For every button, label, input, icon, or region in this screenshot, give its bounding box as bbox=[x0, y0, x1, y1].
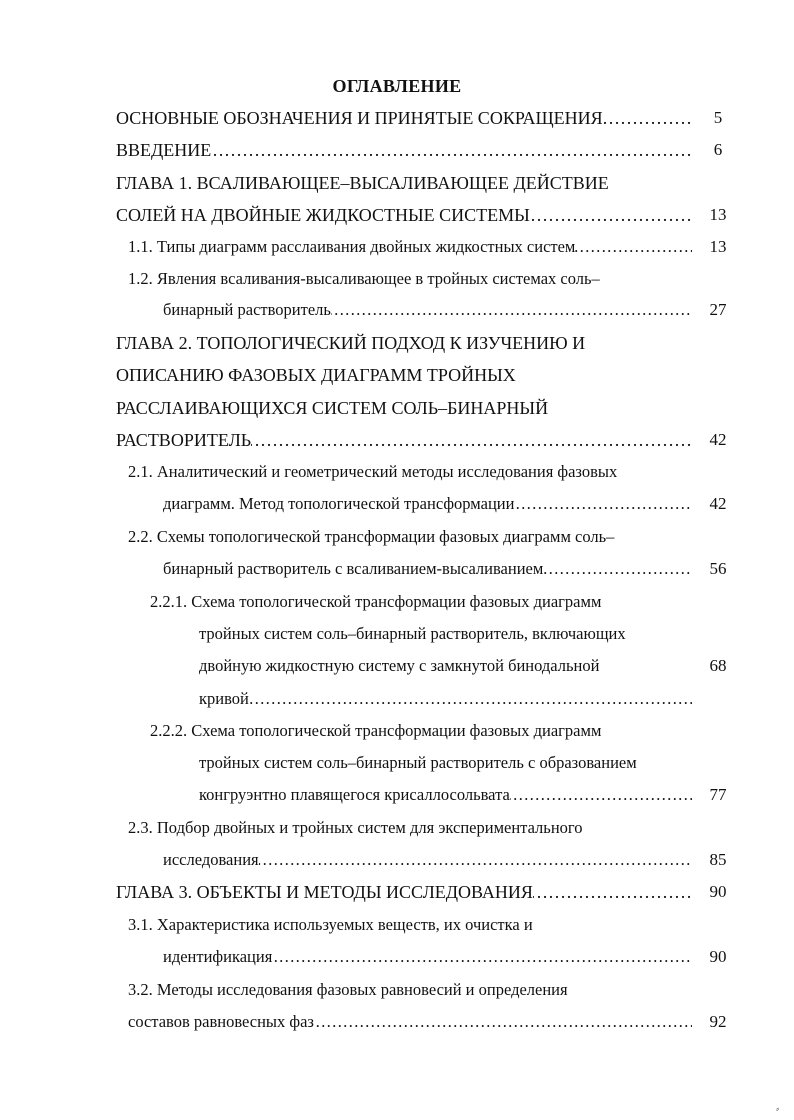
toc-entry-line: 2.1. Аналитический и геометрический методы исследования фазовых bbox=[128, 462, 618, 481]
toc-entry-line: 2.3. Подбор двойных и тройных систем для экспериментального bbox=[128, 818, 583, 837]
toc-entry-line: ГЛАВА 1. ВСАЛИВАЮЩЕЕ–ВЫСАЛИВАЮЩЕЕ ДЕЙСТВИЕ bbox=[116, 173, 609, 193]
scan-mark: ⸗ bbox=[776, 1104, 780, 1115]
toc-page-number: 5 bbox=[713, 108, 723, 127]
toc-page-number: 42 bbox=[709, 430, 727, 449]
toc-entry-line: тройных систем соль–бинарный растворитель, включающих bbox=[199, 624, 626, 643]
toc-entry-line: ВВЕДЕНИЕ ……………………………………………………………………………………………………………………………………………………………… bbox=[116, 138, 692, 162]
toc-page-number: 13 bbox=[709, 237, 727, 256]
toc-page-number: 85 bbox=[709, 850, 727, 869]
toc-entry-line: исследования ……………………………………………………………………………………………………………………………………………………………… bbox=[163, 848, 692, 872]
toc-entry-line: РАСТВОРИТЕЛЬ ……………………………………………………………………………………………………………………………………………………………… bbox=[116, 428, 692, 452]
toc-entry-line: 3.1. Характеристика используемых веществ, их очистка и bbox=[128, 915, 533, 934]
toc-entry-line: ГЛАВА 2. ТОПОЛОГИЧЕСКИЙ ПОДХОД К ИЗУЧЕНИЮ И bbox=[116, 333, 586, 353]
toc-page-number: 92 bbox=[709, 1012, 727, 1031]
toc-entry-line: составов равновесных фаз ……………………………………………………………………………………………………………………………………………………………… bbox=[128, 1010, 692, 1034]
toc-entry-line: ОСНОВНЫЕ ОБОЗНАЧЕНИЯ И ПРИНЯТЫЕ СОКРАЩЕНИЯ ……………………………………………………………………………………………………………………………………………………………… bbox=[116, 106, 692, 130]
toc-entry-line: 3.2. Методы исследования фазовых равновесий и определения bbox=[128, 980, 568, 999]
toc-entry-line: бинарный растворитель ……………………………………………………………………………………………………………………………………………………………… bbox=[163, 298, 692, 322]
toc-page-number: 6 bbox=[713, 140, 723, 159]
toc-entry-line: тройных систем соль–бинарный растворитель с образованием bbox=[199, 753, 637, 772]
toc-entry-line: РАССЛАИВАЮЩИХСЯ СИСТЕМ СОЛЬ–БИНАРНЫЙ bbox=[116, 398, 549, 418]
toc-entry-line: 2.2.2. Схема топологической трансформации фазовых диаграмм bbox=[150, 721, 602, 740]
toc-page-number: 90 bbox=[709, 947, 727, 966]
toc-entry-line: конгруэнтно плавящегося крисаллосольвата ……………………………………………………………………………………………………………………………………………………………… bbox=[199, 783, 692, 807]
page-title: ОГЛАВЛЕНИЕ bbox=[332, 76, 462, 96]
toc-page-number: 77 bbox=[709, 785, 727, 804]
toc-entry-line: двойную жидкостную систему с замкнутой бинодальной bbox=[199, 656, 600, 675]
toc-entry-line: 2.2.1. Схема топологической трансформации фазовых диаграмм bbox=[150, 592, 602, 611]
toc-page-number: 56 bbox=[709, 559, 727, 578]
toc-entry-line: 2.2. Схемы топологической трансформации фазовых диаграмм соль– bbox=[128, 527, 615, 546]
toc-entry-line: ОПИСАНИЮ ФАЗОВЫХ ДИАГРАММ ТРОЙНЫХ bbox=[116, 365, 516, 385]
toc-entry-line: 1.2. Явления всаливания-высаливающее в тройных системах соль– bbox=[128, 269, 600, 288]
toc-entry-line: идентификация ……………………………………………………………………………………………………………………………………………………………… bbox=[163, 945, 692, 969]
toc-page-number: 68 bbox=[709, 656, 727, 675]
toc-page-number: 13 bbox=[709, 205, 727, 224]
toc-entry-line: кривой ……………………………………………………………………………………………………………………………………………………………… bbox=[199, 687, 692, 711]
toc-entry-line: СОЛЕЙ НА ДВОЙНЫЕ ЖИДКОСТНЫЕ СИСТЕМЫ ……………………………………………………………………………………………………………………………………………………………… bbox=[116, 203, 692, 227]
toc-entry-line: ГЛАВА 3. ОБЪЕКТЫ И МЕТОДЫ ИССЛЕДОВАНИЯ ……………………………………………………………………………………………………………………………………………………………… bbox=[116, 880, 692, 904]
toc-page-number: 27 bbox=[709, 300, 727, 319]
toc-entry-line: бинарный растворитель с всаливанием-высаливанием ……………………………………………………………………………………………………………………………………………………………… bbox=[163, 557, 692, 581]
toc-page-number: 90 bbox=[709, 882, 727, 901]
toc-entry-line: диаграмм. Метод топологической трансформации ……………………………………………………………………………………………………………………………………………………………… bbox=[163, 492, 692, 516]
toc-entry-line: 1.1. Типы диаграмм расслаивания двойных жидкостных систем ……………………………………………………………………………………………………………………………………………………………… bbox=[128, 235, 692, 259]
toc-page-number: 42 bbox=[709, 494, 727, 513]
